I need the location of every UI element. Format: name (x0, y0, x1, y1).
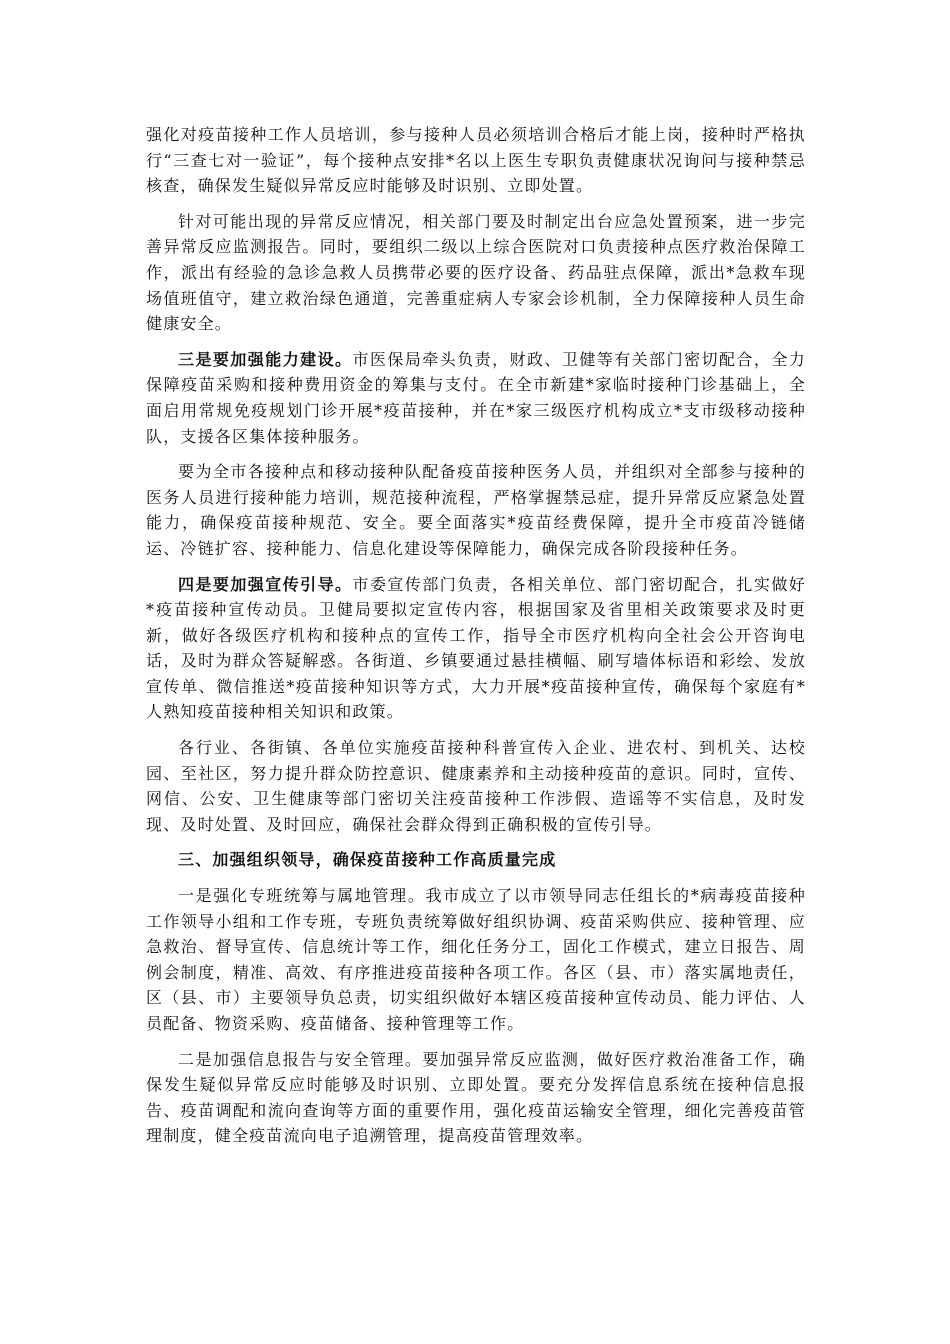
paragraph-text: 要为全市各接种点和移动接种队配备疫苗接种医务人员，并组织对全部参与接种的医务人员进行接种能力培训，规范接种流程，严格掌握禁忌症，提升异常反应紧急处置能力，确保疫苗接种规范、安全。要全面落实*疫苗经费保障，提升全市疫苗冷链储运、冷链扩容、接种能力、信息化建设等保障能力，确保完成各阶段接种任务。 (146, 462, 806, 558)
paragraph-text: 市委宣传部门负责，各相关单位、部门密切配合，扎实做好*疫苗接种宣传动员。卫健局要拟定宣传内容，根据国家及省里相关政策要求及时更新，做好各级医疗机构和接种点的宣传工作，指导全市医疗机构向全社会公开咨询电话，及时为群众答疑解惑。各街道、乡镇要通过悬挂横幅、刷写墙体标语和彩绘、发放宣传单、微信推送*疫苗接种知识等方式，大力开展*疫苗接种宣传，确保每个家庭有*人熟知疫苗接种相关知识和政策。 (146, 574, 806, 722)
paragraph-text: 针对可能出现的异常反应情况，相关部门要及时制定出台应急处置预案，进一步完善异常反应监测报告。同时，要组织二级以上综合医院对口负责接种点医疗救治保障工作，派出有经验的急诊急救人员携带必要的医疗设备、药品驻点保障，派出*急救车现场值班值守，建立救治绿色通道，完善重症病人专家会诊机制，全力保障接种人员生命健康安全。 (146, 211, 806, 334)
paragraph-text: 市医保局牵头负责，财政、卫健等有关部门密切配合，全力保障疫苗采购和接种费用资金的筹集与支付。在全市新建*家临时接种门诊基础上，全面启用常规免疫规划门诊开展*疫苗接种，并在*家三级医疗机构成立*支市级移动接种队，支援各区集体接种服务。 (146, 349, 806, 446)
paragraph-training (146, 122, 806, 199)
section-heading: 三、加强组织领导，确保疫苗接种工作高质量完成 (178, 850, 557, 870)
paragraph-text: 强化对疫苗接种工作人员培训，参与接种人员必须培训合格后才能上岗，接种时严格执行“三查七对一验证”，每个接种点安排*名以上医生专职负责健康状况询问与接种禁忌核查，确保发生疑似异常反应时能够及时识别、立即处置。 (146, 125, 806, 196)
paragraph-text: 一是强化专班统筹与属地管理。我市成立了以市领导同志任组长的*病毒疫苗接种工作领导小组和工作专班，专班负责统筹做好组织协调、疫苗采购供应、接种管理、应急救治、督导宣传、信息统计等工作，细化任务分工，固化工作模式，建立日报告、周例会制度，精准、高效、有序推进疫苗接种各项工作。各区（县、市）落实属地责任，区（县、市）主要领导负总责，切实组织做好本辖区疫苗接种宣传动员、能力评估、人员配备、物资采购、疫苗储备、接种管理等工作。 (146, 886, 806, 1033)
paragraph-medical-staff (146, 459, 806, 561)
paragraph-text: 二是加强信息报告与安全管理。要加强异常反应监测，做好医疗救治准备工作，确保发生疑似异常反应时能够及时识别、立即处置。要充分发挥信息系统在接种信息报告、疫苗调配和流向查询等方面的重要作用，强化疫苗运输安全管理，细化完善疫苗管理制度，健全疫苗流向电子追溯管理，提高疫苗管理效率。 (146, 1049, 806, 1146)
paragraph-emergency-plan (146, 209, 806, 337)
paragraph-lead: 四是要加强宣传引导。 (178, 574, 353, 594)
document-body (146, 122, 806, 1159)
paragraph-capacity-building (146, 347, 806, 449)
paragraph-lead: 三是要加强能力建设。 (178, 349, 353, 369)
paragraph-information-safety (146, 1047, 806, 1149)
paragraph-publicity (146, 572, 806, 726)
paragraph-text: 各行业、各街镇、各单位实施疫苗接种科普宣传入企业、进农村、到机关、达校园、至社区，努力提升群众防控意识、健康素养和主动接种疫苗的意识。同时，宣传、网信、公安、卫生健康等部门密切关注疫苗接种工作涉假、造谣等不实信息，及时发现、及时处置、及时回应，确保社会群众得到正确积极的宣传引导。 (146, 738, 806, 834)
paragraph-task-force (146, 883, 806, 1037)
paragraph-science-promotion (146, 735, 806, 837)
